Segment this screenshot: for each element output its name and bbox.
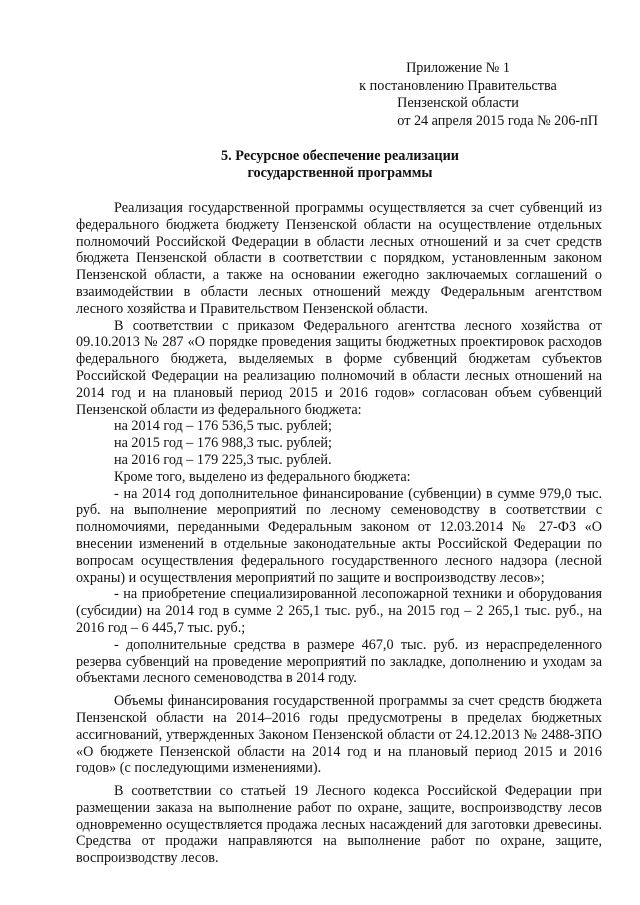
- section-heading-line-1: 5. Ресурсное обеспечение реализации: [221, 148, 459, 164]
- subvention-2014: на 2014 год – 176 536,5 тыс. рублей;: [114, 418, 332, 435]
- paragraph-funding-sources: Реализация государственной программы осуществляется за счет субвенций из федерального бюджета бюджету Пензенской области на осуществление отдельных полномочий Российской Федерации в области лесных отношений и за счет средств бюджета Пензенской области в соответствии с порядком, установленным законом Пензенской области, а также на основании ежегодно заключаемых соглашений о взаимодействии в области лесных отношений между Федеральным агентством лесного хозяйства и Правительством Пензенской области.: [76, 200, 602, 317]
- section-heading-line-2: государственной программы: [247, 165, 433, 181]
- document-body: [76, 200, 602, 867]
- list-item-seed-funding: - на 2014 год дополнительное финансирование (субвенции) в сумме 979,0 тыс. руб. на выполнение мероприятий по лесному семеноводству в соответствии с полномочиями, переданными Федеральным законом от 12.03.2014 № 27-ФЗ «О внесении изменений в отдельные законодательные акты Российской Федерации по вопросам осуществления федерального государственного лесного надзора (лесной охраны) и осуществления мероприятий по защите и воспроизводству лесов»;: [76, 485, 602, 586]
- list-item-reserve-funds: - дополнительные средства в размере 467,0 тыс. руб. из нераспределенного резерва субвенций на проведение мероприятий по закладке, дополнению и уходам за объектами лесного семеноводства в 2014 году.: [76, 636, 602, 687]
- list-item-fire-equipment: - на приобретение специализированной лесопожарной техники и оборудования (субсидии) на 2014 год в сумме 2 265,1 тыс. руб., на 2015 год – 2 265,1 тыс. руб., на 2016 год – 6 445,7 тыс. руб.;: [76, 586, 602, 636]
- appendix-line-3: Пензенской области: [397, 95, 519, 111]
- paragraph-additional-funding: Кроме того, выделено из федерального бюджета:: [114, 468, 411, 485]
- appendix-line-1: Приложение № 1: [406, 60, 510, 76]
- subvention-2016: на 2016 год – 179 225,3 тыс. рублей.: [114, 451, 332, 468]
- appendix-header: [318, 60, 598, 130]
- paragraph-regional-budget: Объемы финансирования государственной программы за счет средств бюджета Пензенской области на 2014–2016 годы предусмотрены в пределах бюджетных ассигнований, утвержденных Законом Пензенской области от 24.12.2013 № 2488-ЗПО «О бюджете Пензенской области на 2014 год и на плановый период 2015 и 2016 годов» (с последующими изменениями).: [76, 693, 602, 777]
- appendix-line-2: к постановлению Правительства: [359, 77, 557, 94]
- paragraph-order-287: В соответствии с приказом Федерального агентства лесного хозяйства от 09.10.2013 № 287 «О порядке проведения защиты бюджетных проектировок расходов федерального бюджета, выделяемых в форме субвенций бюджетам субъектов Российской Федерации на реализацию полномочий в области лесных отношений на 2014 год и на плановый период 2015 и 2016 годов» согласован объем субвенций Пензенской области из федерального бюджета:: [76, 317, 602, 418]
- subvention-2015: на 2015 год – 176 988,3 тыс. рублей;: [114, 435, 332, 452]
- appendix-line-4: от 24 апреля 2015 года № 206-пП: [397, 112, 598, 129]
- section-heading: [80, 148, 600, 182]
- paragraph-forest-code: В соответствии со статьей 19 Лесного кодекса Российской Федерации при размещении заказа на выполнение работ по охране, защите, воспроизводству лесов одновременно осуществляется продажа лесных насаждений для заготовки древесины. Средства от продажи направляются на выполнение работ по охране, защите, воспроизводству лесов.: [76, 783, 602, 867]
